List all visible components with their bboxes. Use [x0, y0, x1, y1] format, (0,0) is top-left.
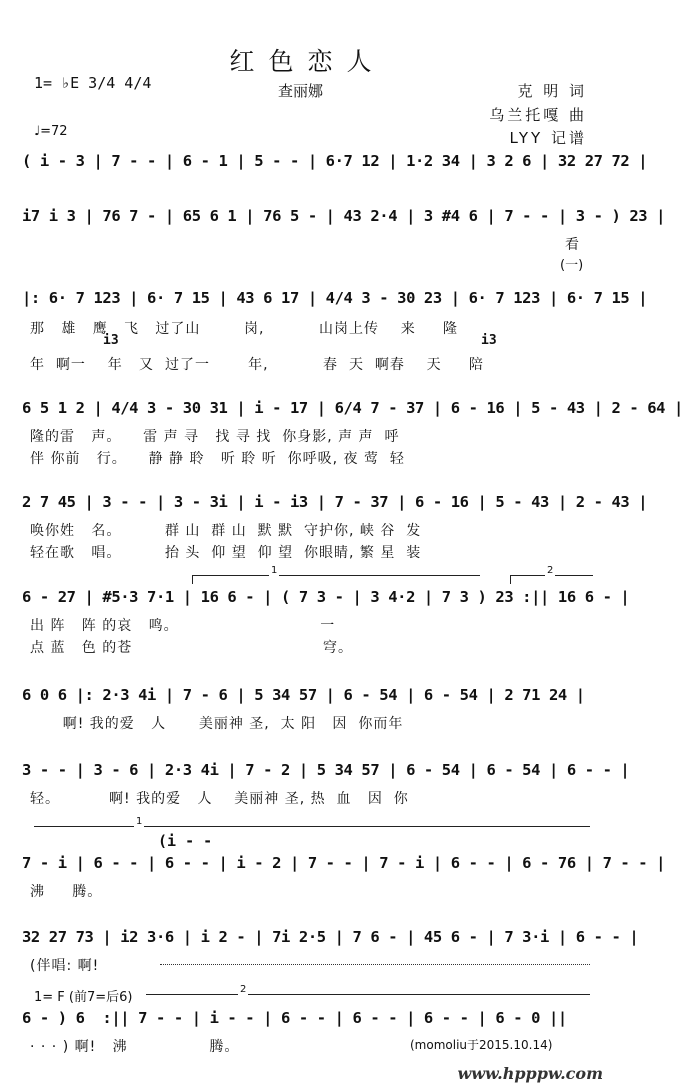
- row2-lyric-b: (一): [560, 258, 584, 273]
- row4-lyric-verse1: 隆的雷 声。 雷 声 寻 找 寻 找 你身影, 声 声 呼: [30, 429, 400, 445]
- transcription-note: (momoliu于2015.10.14): [410, 1038, 553, 1052]
- score-row-11: 6 - ) 6 :|| 7 - - | i - - | 6 - - | 6 - - | 6 - - | 6 - 0 ||: [22, 1009, 567, 1027]
- score-row-9: 7 - i | 6 - - | 6 - - | i - 2 | 7 - - | 7 - i | 6 - - | 6 - 76 | 7 - - |: [22, 854, 666, 872]
- key-signature: 1= ♭E 3/4 4/4: [34, 74, 152, 92]
- row4-lyric-verse2: 伴 你前 行。 静 静 聆 听 聆 听 你呼吸, 夜 莺 轻: [30, 451, 405, 467]
- score-row-3: |: 6· 7 123 | 6· 7 15 | 43 6 17 | 4/4 3 - 30 23 | 6· 7 123 | 6· 7 15 |: [22, 289, 648, 307]
- row7-lyric: 啊! 我的爱 人 美丽神 圣, 太 阳 因 你而年: [30, 716, 404, 732]
- score-row-8: 3 - - | 3 - 6 | 2·3 4i | 7 - 2 | 5 34 57 | 6 - 54 | 6 - 54 | 6 - - |: [22, 761, 630, 779]
- row9-volta-1: 1: [34, 826, 590, 835]
- row5-lyric-verse1: 唤你姓 名。 群 山 群 山 默 默 守护你, 峡 谷 发: [30, 523, 422, 539]
- composer-credit: 乌兰托嘎 曲: [489, 106, 587, 124]
- row5-lyric-verse2: 轻在歌 唱。 抬 头 仰 望 仰 望 你眼睛, 繁 星 装: [30, 545, 422, 561]
- row10-lyric: (伴唱: 啊!: [30, 958, 100, 974]
- row9-mark: (i - -: [158, 832, 213, 850]
- score-row-1: ( i - 3 | 7 - - | 6 - 1 | 5 - - | 6·7 12 | 1·2 34 | 3 2 6 | 32 27 72 |: [22, 152, 648, 170]
- row2-lyric-a: 看: [565, 237, 579, 253]
- page-title: 红色恋人: [229, 47, 386, 76]
- row3-lyric-verse2: 年 啊一 年 又 过了一 年, 春 天 啊春 天 陪: [30, 357, 484, 373]
- row9-lyric: 沸 腾。: [30, 884, 103, 900]
- lyricist-credit: 克 明 词: [517, 82, 587, 100]
- row8-lyric: 轻。 啊! 我的爱 人 美丽神 圣, 热 血 因 你: [30, 791, 409, 807]
- score-row-4: 6 5 1 2 | 4/4 3 - 30 31 | i - 17 | 6/4 7 - 37 | 6 - 16 | 5 - 43 | 2 - 64 |: [22, 399, 683, 417]
- score-row-6: 6 - 27 | #5·3 7·1 | 16 6 - | ( 7 3 - | 3 4·2 | 7 3 ) 23 :|| 16 6 - |: [22, 588, 630, 606]
- row6-lyric-verse1: 出 阵 阵 的哀 鸣。 一: [30, 618, 336, 634]
- row11-volta-2: 2: [146, 994, 590, 1003]
- singer-name: 查丽娜: [278, 82, 324, 100]
- score-row-10: 32 27 73 | i2 3·6 | i 2 - | 7i 2·5 | 7 6 - | 45 6 - | 7 3·i | 6 - - |: [22, 928, 639, 946]
- score-row-5: 2 7 45 | 3 - - | 3 - 3i | i - i3 | 7 - 37 | 6 - 16 | 5 - 43 | 2 - 43 |: [22, 493, 648, 511]
- score-row-7: 6 0 6 |: 2·3 4i | 7 - 6 | 5 34 57 | 6 - 54 | 6 - 54 | 2 71 24 |: [22, 686, 585, 704]
- row3-lyric-verse1: 那 雄 鹰 飞 过了山 岗, 山岗上传 来 隆: [30, 321, 459, 337]
- transcriber-credit: LYY 记谱: [509, 129, 587, 147]
- row6-volta-2: 2: [510, 575, 593, 584]
- row10-dotted-line: [160, 964, 590, 965]
- row3-mark-1: i3: [103, 333, 119, 348]
- row11-lyric: · · · ) 啊! 沸 腾。: [30, 1039, 240, 1055]
- row6-volta-1: 1: [192, 575, 480, 584]
- row6-lyric-verse2: 点 蓝 色 的苍 穹。: [30, 640, 354, 656]
- row3-mark-2: i3: [481, 333, 497, 348]
- site-watermark: www.hpppw.com: [457, 1064, 603, 1083]
- tempo-marking: ♩=72: [34, 124, 68, 139]
- row11-key-change: 1= F (前7=后6): [34, 990, 133, 1005]
- score-row-2: i7 i 3 | 76 7 - | 65 6 1 | 76 5 - | 43 2·4 | 3 #4 6 | 7 - - | 3 - ) 23 |: [22, 207, 666, 225]
